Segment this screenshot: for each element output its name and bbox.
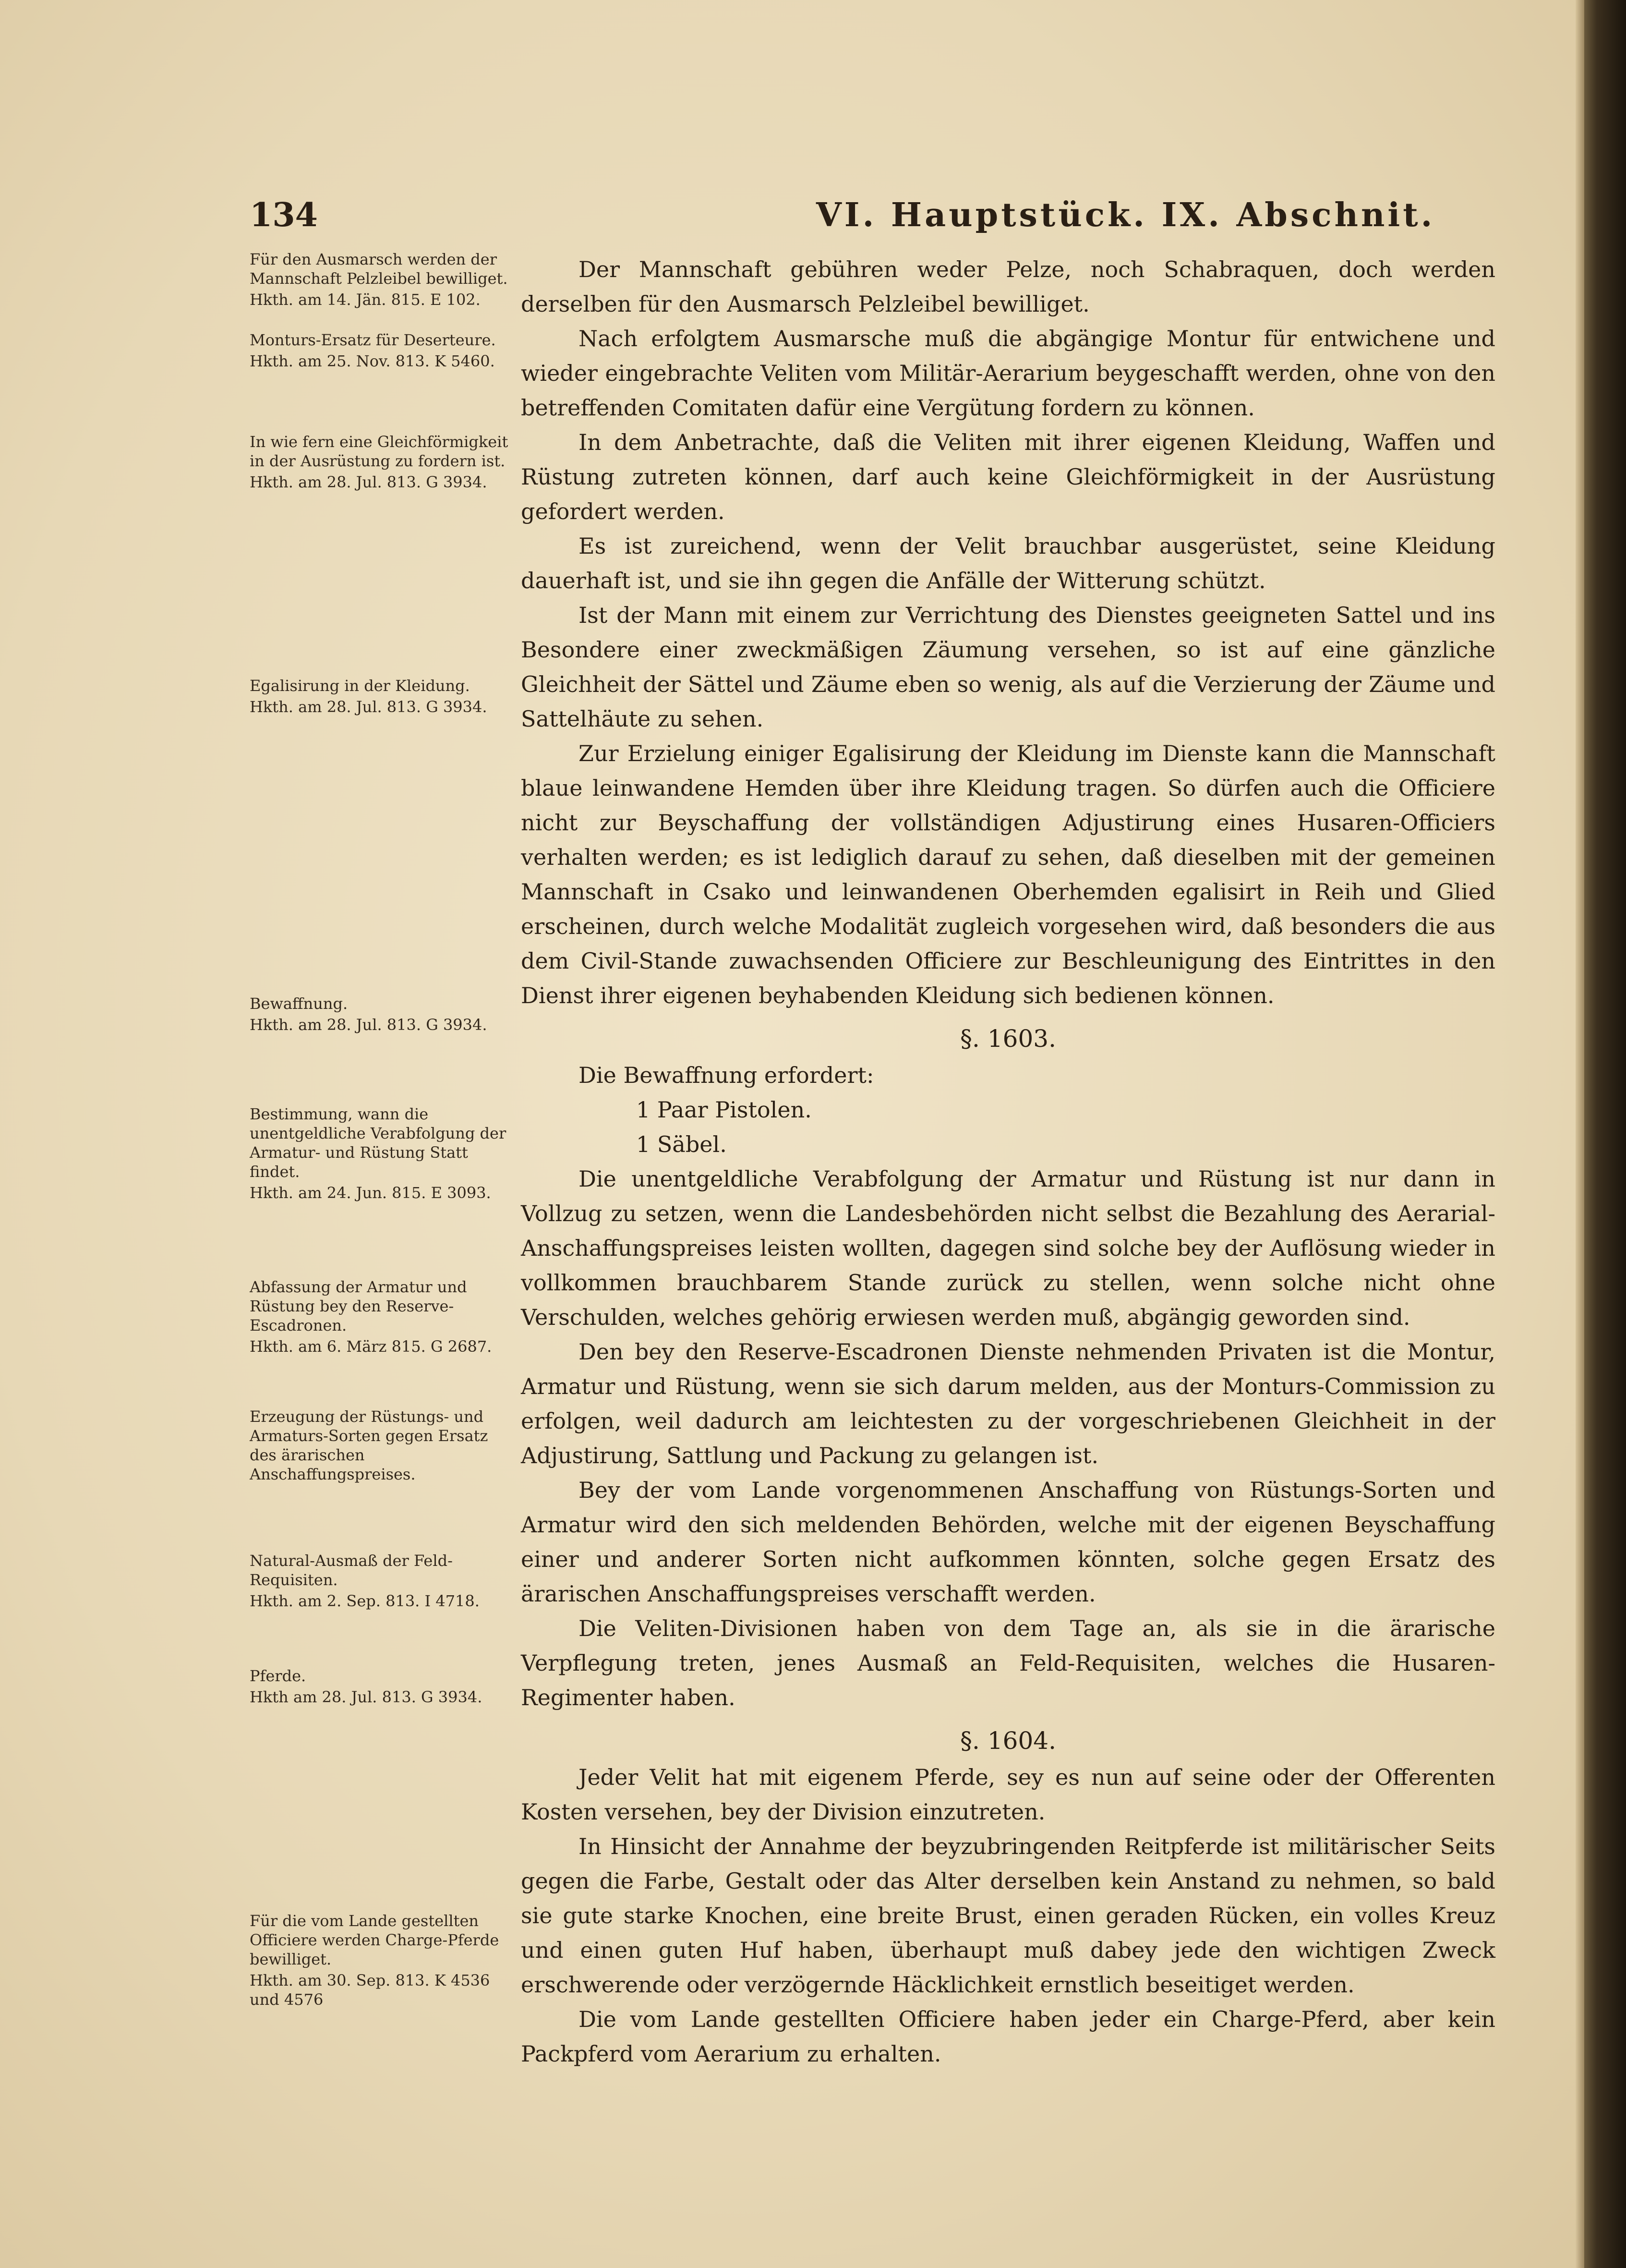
paragraph: Die Bewaffnung erfordert:	[578, 1062, 874, 1088]
margin-note-reference: Hkth. am 2. Sep. 813. I 4718.	[250, 1592, 480, 1610]
paragraph: Jeder Velit hat mit eigenem Pferde, sey es nun auf seine oder der Offerenten Kosten versehen, bey der Division einzutreten.	[521, 1764, 1495, 1825]
margin-note-reference: Hkth am 28. Jul. 813. G 3934.	[250, 1688, 482, 1706]
paragraph: Die vom Lande gestellten Officiere haben jeder ein Charge-Pferd, aber kein Packpferd vom Aerarium zu erhalten.	[521, 2006, 1495, 2067]
margin-note	[250, 1666, 509, 1707]
page-edge	[1576, 0, 1584, 2268]
paragraph: Der Mannschaft gebühren weder Pelze, noch Schabraquen, doch werden derselben für den Ausmarsch Pelzleibel bewilliget.	[521, 256, 1495, 317]
margin-note-title: Egalisirung in der Kleidung.	[250, 677, 470, 695]
margin-note	[250, 250, 509, 309]
paragraph: Es ist zureichend, wenn der Velit brauchbar ausgerüstet, seine Kleidung dauerhaft ist, und sie ihn gegen die Anfälle der Witterung schützt.	[521, 533, 1495, 594]
paragraph: Bey der vom Lande vorgenommenen Anschaffung von Rüstungs-Sorten und Armatur wird den sich meldenden Behörden, welche mit der eigenen Beyschaffung einer und anderer Sorten nicht aufkommen könnten, solche gegen Ersatz des ärarischen Anschaffungspreises verschafft werden.	[521, 1477, 1495, 1607]
margin-note-reference: Hkth. am 25. Nov. 813. K 5460.	[250, 352, 495, 370]
running-head: VI. Hauptstück. IX. Abschnit.	[816, 196, 1435, 234]
paragraph: Ist der Mann mit einem zur Verrichtung des Dienstes geeigneten Sattel und ins Besondere einer zweckmäßigen Zäumung versehen, so ist auf eine gänzliche Gleichheit der Sättel und Zäume eben so wenig, als auf die Verzierung der Zäume und Sattelhäute zu sehen.	[521, 602, 1495, 732]
list-item: 1 Paar Pistolen.	[636, 1097, 812, 1123]
margin-note-title: Für die vom Lande gestellten Officiere werden Charge-Pferde bewilliget.	[250, 1912, 499, 1968]
paragraph: In Hinsicht der Annahme der beyzubringenden Reitpferde ist militärischer Seits gegen die Farbe, Gestalt oder das Alter derselben kein Anstand zu nehmen, so bald sie gute starke Knochen, eine breite Brust, einen geraden Rücken, ein volles Kreuz und einen guten Huf haben, überhaupt muß dabey jede den wichtigen Zweck erschwerende oder verzögernde Häcklichkeit ernstlich beseitiget werden.	[521, 1833, 1495, 1998]
margin-note-title: Pferde.	[250, 1667, 306, 1685]
margin-note-title: Monturs-Ersatz für Deserteure.	[250, 331, 496, 349]
page-header	[0, 196, 1584, 239]
margin-note	[250, 1551, 509, 1611]
book-spine	[1584, 0, 1626, 2268]
margin-note-title: Erzeugung der Rüstungs- und Armaturs-Sorten gegen Ersatz des ärarischen Anschaffungspreises.	[250, 1407, 488, 1483]
margin-note	[250, 1104, 509, 1202]
paragraph: Nach erfolgtem Ausmarsche muß die abgängige Montur für entwichene und wieder eingebrachte Veliten vom Militär-Aerarium beygeschafft werden, ohne von den betreffenden Comitaten dafür eine Vergütung fordern zu können.	[521, 326, 1495, 421]
margin-note-reference: Hkth. am 30. Sep. 813. K 4536 und 4576	[250, 1971, 490, 2009]
margin-note-reference: Hkth. am 6. März 815. G 2687.	[250, 1337, 492, 1356]
paragraph: Die Veliten-Divisionen haben von dem Tage an, als sie in die ärarische Verpflegung treten, jenes Ausmaß an Feld-Requisiten, welches die Husaren-Regimenter haben.	[521, 1615, 1495, 1710]
margin-note-title: Natural-Ausmaß der Feld-Requisiten.	[250, 1552, 453, 1589]
margin-note-reference: Hkth. am 28. Jul. 813. G 3934.	[250, 698, 487, 716]
margin-note-title: Abfassung der Armatur und Rüstung bey den Reserve-Escadronen.	[250, 1278, 467, 1334]
margin-note-reference: Hkth. am 24. Jun. 815. E 3093.	[250, 1184, 491, 1202]
margin-note	[250, 1911, 509, 2009]
paragraph: Den bey den Reserve-Escadronen Dienste nehmenden Privaten ist die Montur, Armatur und Rüstung, wenn sie sich darum melden, aus der Monturs-Commission zu erfolgen, weil dadurch am leichtesten zu der vorgeschriebenen Gleichheit in der Adjustirung, Sattlung und Packung zu gelangen ist.	[521, 1339, 1495, 1468]
paragraph: In dem Anbetrachte, daß die Veliten mit ihrer eigenen Kleidung, Waffen und Rüstung zutreten können, darf auch keine Gleichförmigkeit in der Ausrüstung gefordert werden.	[521, 429, 1495, 524]
margin-note-reference: Hkth. am 28. Jul. 813. G 3934.	[250, 1016, 487, 1034]
margin-note	[250, 432, 509, 492]
margin-note	[250, 330, 509, 371]
paragraph: Die unentgeldliche Verabfolgung der Armatur und Rüstung ist nur dann in Vollzug zu setzen, wenn die Landesbehörden nicht selbst die Bezahlung des Aerarial-Anschaffungspreises leisten wollten, dagegen sind solche bey der Auflösung wieder in vollkommen brauchbarem Stande zurück zu stellen, wenn solche nicht ohne Verschulden, welches gehörig erwiesen werden muß, abgängig geworden sind.	[521, 1166, 1495, 1330]
margin-note	[250, 676, 509, 716]
paragraph: Zur Erzielung einiger Egalisirung der Kleidung im Dienste kann die Mannschaft blaue leinwandene Hemden über ihre Kleidung tragen. So dürfen auch die Officiere nicht zur Beyschaffung der vollständigen Adjustirung eines Husaren-Officiers verhalten werden; es ist lediglich darauf zu sehen, daß dieselben mit der gemeinen Mannschaft in Csako und leinwandenen Oberhemden egalisirt in Reih und Glied erscheinen, durch welche Modalität zugleich vorgesehen wird, daß besonders die aus dem Civil-Stande zuwachsenden Officiere zur Beschleunigung des Eintrittes in den Dienst ihrer eigenen beyhabenden Kleidung sich bedienen können.	[521, 740, 1495, 1008]
margin-note-title: Für den Ausmarsch werden der Mannschaft Pelzleibel bewilliget.	[250, 250, 508, 288]
section-heading: §. 1603.	[960, 1025, 1056, 1053]
page-number: 134	[250, 196, 318, 234]
margin-note	[250, 1277, 509, 1356]
margin-note-title: In wie fern eine Gleichförmigkeit in der Ausrüstung zu fordern ist.	[250, 433, 508, 470]
main-text	[521, 252, 1495, 2071]
margin-note-reference: Hkth. am 14. Jän. 815. E 102.	[250, 291, 481, 309]
margin-note	[250, 994, 509, 1034]
section-heading: §. 1604.	[960, 1727, 1056, 1755]
margin-note-reference: Hkth. am 28. Jul. 813. G 3934.	[250, 473, 487, 491]
margin-note	[250, 1407, 509, 1486]
margin-note-title: Bewaffnung.	[250, 995, 348, 1013]
list-item: 1 Säbel.	[636, 1131, 727, 1157]
margin-note-title: Bestimmung, wann die unentgeldliche Verabfolgung der Armatur- und Rüstung Statt findet.	[250, 1105, 506, 1181]
